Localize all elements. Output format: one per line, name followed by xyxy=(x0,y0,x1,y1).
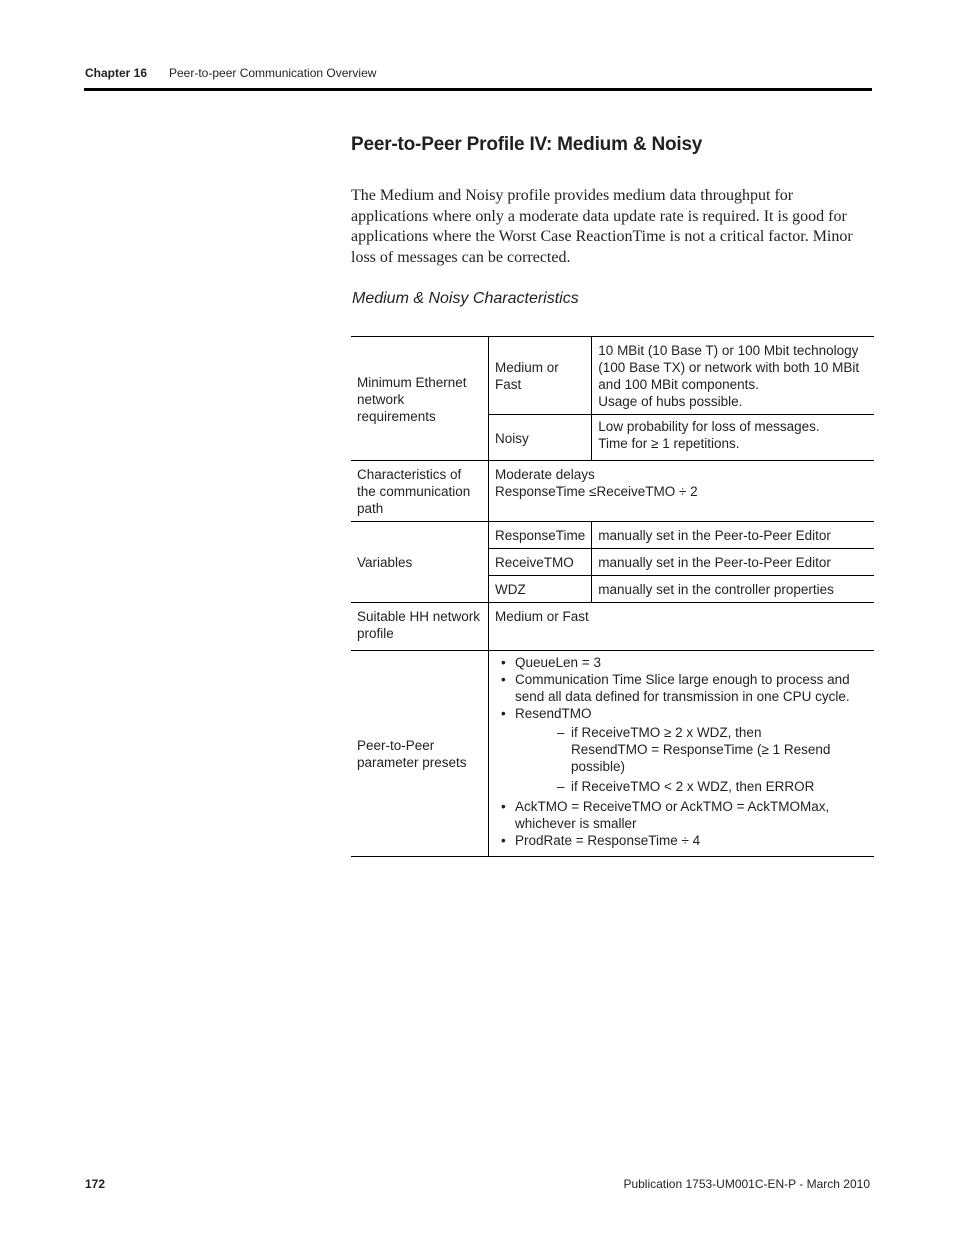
list-item: • Communication Time Slice large enough to process and send all data defined for transmission in one CPU cycle. xyxy=(495,671,868,705)
row-label-comm-path: Characteristics of the communication path xyxy=(351,461,489,522)
cell-var-name: ResponseTime xyxy=(489,522,592,549)
chapter-number: Chapter 16 xyxy=(85,66,148,80)
list-item: • AckTMO = ReceiveTMO or AckTMO = AckTMOMax, whichever is smaller xyxy=(495,798,868,832)
desc-line: Low probability for loss of messages. xyxy=(598,419,820,434)
header-rule xyxy=(84,88,872,91)
row-label-variables: Variables xyxy=(351,522,489,603)
chapter-title: Peer-to-peer Communication Overview xyxy=(169,66,377,80)
row-label-hh-profile: Suitable HH network profile xyxy=(351,603,489,651)
table-caption: Medium & Noisy Characteristics xyxy=(352,290,579,307)
cell-medium-or-fast: Medium or Fast xyxy=(489,337,592,415)
table-row xyxy=(351,603,874,651)
intro-paragraph: The Medium and Noisy profile provides medium data throughput for applications where only a moderate data update rate is required. It is good for applications where the Worst Case ReactionTime is not a critical factor. Minor loss of messages can be corrected. xyxy=(351,187,853,266)
cell-var-value: manually set in the controller properties xyxy=(592,576,874,603)
table-row xyxy=(351,461,874,522)
cell-medium-or-fast-desc xyxy=(592,337,874,415)
sub-list-item: – if ReceiveTMO < 2 x WDZ, then ERROR xyxy=(557,778,868,795)
cell-var-value: manually set in the Peer-to-Peer Editor xyxy=(592,549,874,576)
row-label-presets: Peer-to-Peer parameter presets xyxy=(351,651,489,857)
sub-list-item xyxy=(557,724,868,775)
presets-list xyxy=(495,654,868,849)
row-label-min-ethernet: Minimum Ethernet network requirements xyxy=(351,337,489,461)
running-header xyxy=(85,66,377,80)
list-item: • QueueLen = 3 xyxy=(495,654,868,671)
cell-noisy-desc xyxy=(592,415,874,461)
cell-comm-path xyxy=(489,461,875,522)
characteristics-table xyxy=(351,336,874,857)
cell-var-value: manually set in the Peer-to-Peer Editor xyxy=(592,522,874,549)
list-item: • ProdRate = ResponseTime ÷ 4 xyxy=(495,832,868,849)
cell-noisy: Noisy xyxy=(489,415,592,461)
table-row xyxy=(351,337,874,415)
sub-line: – if ReceiveTMO ≥ 2 x WDZ, then xyxy=(571,725,762,740)
sub-line: ResendTMO = ResponseTime (≥ 1 Resend possible) xyxy=(571,742,831,774)
desc-line: Time for ≥ 1 repetitions. xyxy=(598,436,740,451)
resendtmo-sublist xyxy=(515,724,868,795)
cell-var-name: WDZ xyxy=(489,576,592,603)
page-number: 172 xyxy=(85,1177,106,1191)
cell-var-name: ReceiveTMO xyxy=(489,549,592,576)
desc-line: Usage of hubs possible. xyxy=(598,394,743,409)
desc-line: 10 MBit (10 Base T) or 100 Mbit technology (100 Base TX) or network with both 10 MBit and 100 MBit components. xyxy=(598,343,860,392)
table-row xyxy=(351,522,874,549)
publication-info: Publication 1753-UM001C-EN-P - March 2010 xyxy=(623,1177,870,1191)
cell-presets xyxy=(489,651,875,857)
table-row xyxy=(351,651,874,857)
section-title: Peer-to-Peer Profile IV: Medium & Noisy xyxy=(351,134,703,155)
list-item xyxy=(495,705,868,795)
desc-line: ResponseTime ≤ReceiveTMO ÷ 2 xyxy=(495,484,698,499)
list-item-label: ResendTMO xyxy=(515,706,592,721)
cell-hh-profile: Medium or Fast xyxy=(489,603,875,651)
desc-line: Moderate delays xyxy=(495,467,595,482)
